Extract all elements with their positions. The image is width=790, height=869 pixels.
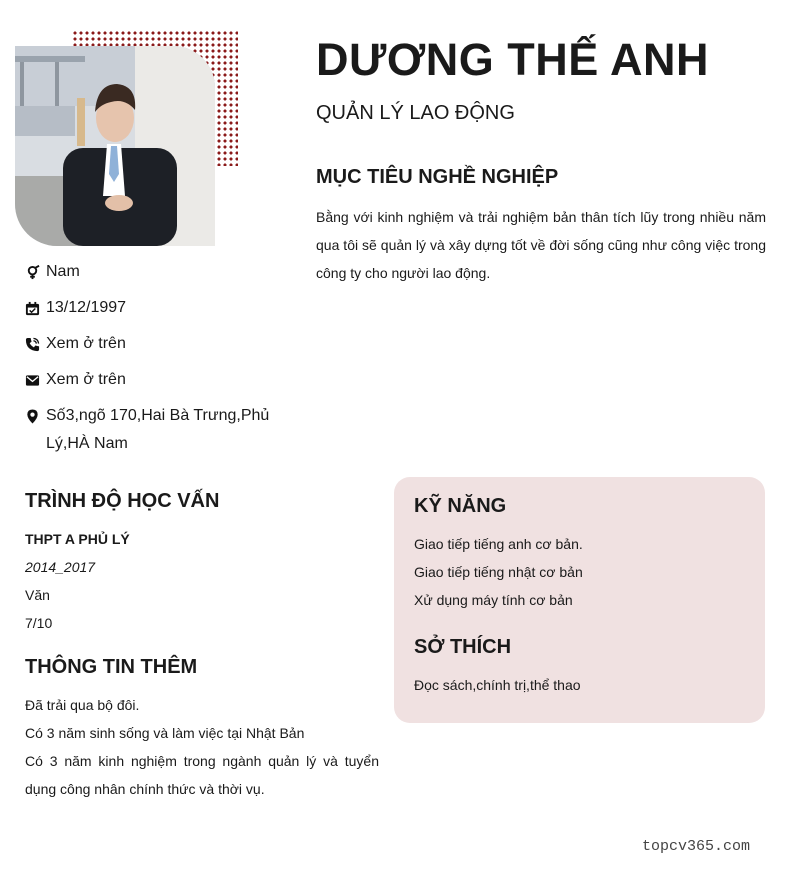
skills-section [414,495,583,614]
skill-item: Giao tiếp tiếng anh cơ bản. [414,536,583,552]
contact-birthday [25,294,285,322]
birthday-value: 13/12/1997 [46,299,127,316]
site-watermark: topcv365.com [642,838,751,855]
calendar-icon [25,294,46,322]
career-objective-section [316,166,766,287]
candidate-name: DƯƠNG THẾ ANH [316,34,710,85]
contact-gender [25,258,285,286]
gender-value: Nam [46,263,80,280]
additional-item: Có 3 năm sinh sống và làm việc tại Nhật Bản [25,725,305,741]
hobbies-section [414,636,581,699]
gender-icon [25,258,46,286]
education-score: 7/10 [25,615,53,631]
objective-text: Bằng với kinh nghiệm và trải nghiệm bản thân tích lũy trong nhiều năm qua tôi sẽ quản lý và xây dựng tốt về đời sống cũng như công việc trong công ty cho người lao động. [316,209,766,281]
education-school: THPT A PHỦ LÝ [25,531,130,547]
additional-item: Có 3 năm kinh nghiệm trong ngành quản lý và tuyển dụng công nhân chính thức và thời vụ. [25,753,379,797]
phone-value: Xem ở trên [46,335,126,352]
additional-item: Đã trải qua bộ đôi. [25,697,140,713]
address-value: Số3,ngõ 170,Hai Bà Trưng,Phủ Lý,HÀ Nam [46,407,270,452]
section-heading-education: TRÌNH ĐỘ HỌC VẤN [25,490,220,512]
contact-email [25,366,285,394]
contact-address [25,402,285,458]
education-period: 2014_2017 [25,559,96,575]
section-heading-hobbies: SỞ THÍCH [414,636,512,658]
section-heading-objective: MỤC TIÊU NGHỀ NGHIỆP [316,166,559,188]
hobby-item: Đọc sách,chính trị,thể thao [414,677,581,693]
contact-phone [25,330,285,358]
profile-photo [15,46,215,246]
location-icon [25,402,46,430]
skill-item: Giao tiếp tiếng nhật cơ bản [414,564,583,580]
section-heading-additional: THÔNG TIN THÊM [25,656,198,678]
section-heading-skills: KỸ NĂNG [414,495,507,517]
additional-info-section [25,656,379,803]
skill-item: Xử dụng máy tính cơ bản [414,592,573,608]
education-major: Văn [25,587,50,603]
education-section [25,490,379,637]
skills-hobbies-panel [394,477,765,723]
candidate-title: QUẢN LÝ LAO ĐỘNG [316,102,515,124]
contact-info [25,258,285,466]
email-icon [25,366,46,394]
email-value: Xem ở trên [46,371,126,388]
phone-icon [25,330,46,358]
